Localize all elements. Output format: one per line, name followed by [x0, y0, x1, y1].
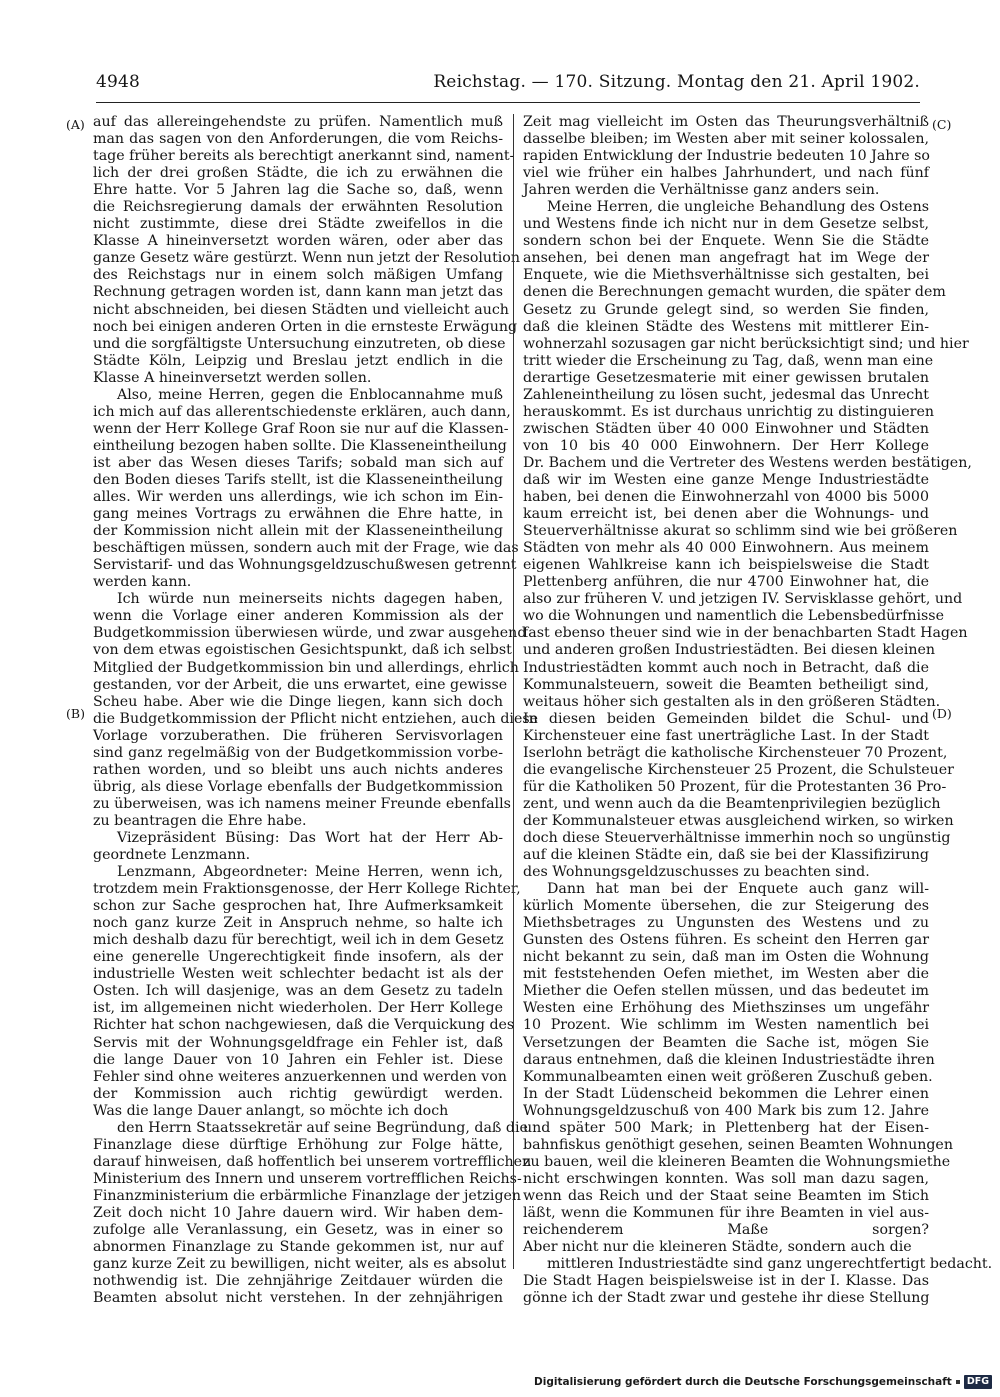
text-line: haben, bei denen die Einwohnerzahl von 4000 bis 5000: [523, 489, 929, 506]
left-column: [93, 114, 539, 1307]
text-line: die evangelische Kirchensteuer 25 Prozent, die Schulsteuer: [523, 761, 954, 778]
text-line: sind ganz regelmäßig von der Budgetkommission vorbe-: [93, 744, 503, 761]
text-line: Städte Köln, Leipzig und Breslau jetzt endlich in die: [93, 352, 503, 369]
text-line: der Kommunalsteuer etwas ausgleichend wirken, so wirken: [523, 812, 954, 829]
text-line: Versetzungen der Beamten die Sache ist, mögen Sie: [523, 1034, 929, 1051]
text-line: darauf hinweisen, daß hoffentlich bei unserem vortrefflichen: [93, 1153, 532, 1170]
text-line: nicht erschwingen konnten. Was soll man dazu sagen,: [523, 1170, 929, 1187]
text-line: Finanzministerium die erbärmliche Finanzlage der jetzigen: [93, 1187, 522, 1204]
text-line: die lange Dauer von 10 Jahren ein Fehler ist. Diese: [93, 1051, 503, 1068]
text-line: ist aber das Wesen dieses Tarifs; sobald man sich auf: [93, 454, 503, 471]
text-line: Richter hat schon nachgewiesen, daß die Verquickung des: [93, 1017, 515, 1034]
text-line: viel wie früher ein halbes Jahrhundert, und nach fünf: [523, 165, 929, 182]
text-line: Steuerverhältnisse akurat so schlimm sind wie bei größeren: [523, 523, 958, 540]
text-line: Servis mit der Wohnungsgeldfrage ein Fehler ist, daß: [93, 1034, 503, 1051]
text-line: eine generelle Ungerechtigkeit finde insofern, als der: [93, 949, 503, 966]
text-line: Fehler sind ohne weiteres anzuerkennen und werden von: [93, 1068, 507, 1085]
text-line: daraus entnehmen, daß die kleinen Industriestädte ihren: [523, 1051, 935, 1068]
text-line: wenn das Reich und der Staat seine Beamten im Stich: [523, 1187, 929, 1204]
text-line: wenn der Herr Kollege Graf Roon sie nur auf die Klassen-: [93, 420, 509, 437]
text-line: zent, und wenn auch da die Beamtenprivilegien bezüglich: [523, 795, 941, 812]
text-line: fast ebenso theuer sind wie in der benachbarten Stadt Hagen: [523, 625, 968, 642]
text-line: doch diese Steuerverhältnisse immerhin noch so ungünstig: [523, 829, 951, 846]
text-line: zu bauen, weil die kleineren Beamten die Wohnungsmiethe: [523, 1153, 951, 1170]
text-line: tritt wieder die Erscheinung zu Tag, daß, wenn man eine: [523, 352, 934, 369]
text-line: den Herrn Staatssekretär auf seine Begründung, daß die: [117, 1119, 528, 1136]
text-line: die Budgetkommission der Pflicht nicht entziehen, auch diese: [93, 710, 539, 727]
text-line: denen die Berechnungen gemacht wurden, die später dem: [523, 284, 946, 301]
text-line: ansehen, bei denen man angefragt hat im Wege der: [523, 250, 929, 267]
text-line: wohnerzahl sozusagen gar nicht berücksichtigt sind; und hier: [523, 335, 969, 352]
text-line: Klasse A hineinversetzt worden wären, oder aber das: [93, 233, 503, 250]
right-column: [523, 114, 993, 1307]
text-line: gestanden, vor der Arbeit, die uns erwartet, eine gewisse: [93, 676, 508, 693]
text-line: Also, meine Herren, gegen die Enblocannahme muß: [117, 386, 503, 403]
text-line: kaum erreicht ist, bei denen aber die Wohnungs- und: [523, 506, 929, 523]
text-line: mittleren Industriestädte sind ganz ungerechtfertigt bedacht.: [547, 1256, 993, 1273]
text-line: schon zur Sache gesprochen hat, Ihre Aufmerksamkeit: [93, 898, 503, 915]
page-header: [96, 72, 920, 98]
text-line: läßt, wenn die Kommunen für ihre Beamten in viel aus-: [523, 1205, 929, 1221]
text-line: wo die Wohnungen und namentlich die Lebensbedürfnisse: [523, 608, 944, 625]
text-line: Zeit mag vielleicht im Osten das Theurungsverhältniß: [523, 114, 929, 130]
text-line: mich deshalb dazu für berechtigt, weil ich in dem Gesetz: [93, 932, 504, 949]
text-line: gang meines Vortrags zu erwähnen die Ehre hatte, in: [93, 506, 503, 523]
text-line: Enquete, wie die Miethsverhältnisse sich gestalten, bei: [523, 267, 929, 284]
text-line: Finanzlage diese dürftige Erhöhung zur Folge hätte,: [93, 1136, 503, 1153]
text-line: von 10 bis 40 000 Einwohnern. Der Herr Kollege: [523, 437, 929, 454]
text-line: Scheu habe. Aber wie die Dinge liegen, kann sich doch: [93, 693, 503, 710]
text-line: der Kommission nicht allein mit der Klasseneintheilung: [93, 523, 503, 540]
text-line: geordnete Lenzmann.: [93, 847, 251, 864]
text-line: Dr. Bachem und die Vertreter des Westens werden bestätigen,: [523, 454, 972, 471]
text-line: Jahren werden die Verhältnisse ganz anders sein.: [523, 182, 880, 199]
text-line: eintheilung bezogen haben sollte. Die Klasseneintheilung: [93, 437, 507, 454]
text-line: Lenzmann, Abgeordneter: Meine Herren, wenn ich,: [117, 864, 503, 881]
text-line: trotzdem mein Fraktionsgenosse, der Herr Kollege Richter,: [93, 881, 521, 898]
text-line: kürlich Momente übersehen, die zur Steigerung des: [523, 898, 929, 915]
text-line: zu überweisen, was ich namens meiner Freunde ebenfalls: [93, 795, 511, 812]
text-line: dasselbe bleiben; im Westen aber mit seiner kolossalen,: [523, 131, 929, 148]
text-line: und die sorgfältigste Untersuchung einzutreten, ob diese: [93, 335, 506, 352]
dfg-logo: DFG: [964, 1375, 992, 1389]
text-line: man das sagen von den Anforderungen, die vom Reichs-: [93, 131, 503, 148]
text-line: eigenen Wahlkreise kann ich beispielsweise die Stadt: [523, 557, 929, 574]
text-line: daß die kleinen Städte des Westens mit mittlerer Ein-: [523, 318, 929, 335]
text-line: rathen worden, und so bleibt uns auch nichts anderes: [93, 761, 503, 778]
text-line: ist, im allgemeinen nicht wiederholen. Der Herr Kollege: [93, 1000, 503, 1017]
text-line: Budgetkommission überwiesen würde, und zwar ausgehend: [93, 625, 527, 642]
text-line: der Kommission auch richtig gewürdigt werden.: [93, 1085, 503, 1102]
text-line: mit feststehenden Oefen miethet, im Westen aber die: [523, 966, 929, 983]
text-line: Ich würde nun meinerseits nichts dagegen haben,: [117, 591, 503, 608]
margin-marker-c: (C): [932, 117, 952, 132]
text-line: Kommunalsteuern, soweit die Beamten betheiligt sind,: [523, 676, 929, 693]
text-line: Kommunalbeamten einen weit größeren Zuschuß geben.: [523, 1068, 933, 1085]
text-line: nicht abschneiden, bei diesen Städten und vielleicht auch: [93, 301, 509, 318]
header-rule: [96, 102, 920, 103]
text-line: Wohnungsgeldzuschuß von 400 Mark bis zum 12. Jahre: [523, 1102, 929, 1119]
text-line: Miethsbetrages zu Ungunsten des Westens und zu: [523, 915, 929, 932]
text-line: Zahleneintheilung zu lösen sucht, jedesmal das Unrecht: [523, 386, 929, 403]
margin-marker-a: (A): [66, 117, 85, 132]
text-line: derartige Gesetzesmaterie mit einer gewissen brutalen: [523, 369, 929, 386]
text-line: In diesen beiden Gemeinden bildet die Schul- und: [523, 710, 929, 727]
text-line: ganze Gesetz wäre gestürzt. Wenn nun jetzt der Resolution: [93, 250, 520, 267]
text-line: tage früher bereits als berechtigt anerkannt sind, nament-: [93, 148, 515, 165]
margin-marker-d: (D): [932, 706, 952, 721]
margin-marker-b: (B): [66, 706, 85, 721]
text-line: Dann hat man bei der Enquete auch ganz will-: [547, 881, 929, 898]
text-line: nicht zustimmte, diese drei Städte zweifellos in die: [93, 216, 503, 233]
running-head: Reichstag. — 170. Sitzung. Montag den 21. April 1902.: [433, 72, 920, 92]
text-line: Kirchensteuer eine fast unerträgliche Last. In der Stadt: [523, 727, 929, 744]
text-line: Mitglied der Budgetkommission bin und allerdings, ehrlich: [93, 659, 519, 676]
text-line: Vorlage vorzuberathen. Die früheren Servisvorlagen: [93, 727, 503, 744]
text-line: alles. Wir werden uns allerdings, wie ich schon im Ein-: [93, 489, 503, 506]
text-line: Meine Herren, die ungleiche Behandlung des Ostens: [547, 199, 929, 216]
text-line: den Boden dieses Tarifs stellt, ist die Klasseneintheilung: [93, 471, 503, 488]
text-line: Was die lange Dauer anlangt, so möchte ich doch: [93, 1102, 449, 1119]
text-line: zu beantragen die Ehre habe.: [93, 812, 307, 829]
text-line: In der Stadt Lüdenscheid bekommen die Lehrer einen: [523, 1085, 929, 1102]
text-line: und später 500 Mark; in Plettenberg hat der Eisen-: [523, 1119, 929, 1136]
text-line: zwischen Städten über 40 000 Einwohner und Städten: [523, 420, 929, 437]
text-line: ganz kurze Zeit zu bewilligen, nicht weiter, als es absolut: [93, 1256, 507, 1273]
column-divider: [513, 114, 514, 1269]
text-line: 10 Prozent. Wie schlimm im Westen namentlich bei: [523, 1017, 929, 1034]
text-line: lich der drei großen Städte, die ich zu erwähnen die: [93, 165, 503, 182]
text-line: auf die kleinen Städte ein, daß sie bei der Klassifizirung: [523, 847, 929, 864]
text-line: des Reichstags nur in einem solch mäßigen Umfang: [93, 267, 503, 284]
text-line: Beamten absolut nicht verstehen. In der zehnjährigen: [93, 1290, 503, 1307]
text-line: die Reichsregierung damals der erwähnten Resolution: [93, 199, 503, 216]
text-line: beschäftigen müssen, sondern auch mit der Frage, wie das: [93, 540, 519, 557]
footer-separator: [956, 1380, 960, 1384]
text-line: Miether die Oefen stellen müssen, und das bedeutet im: [523, 983, 929, 1000]
text-line: bahnfiskus genöthigt gesehen, seinen Beamten Wohnungen: [523, 1136, 953, 1153]
text-line: Klasse A hineinversetzt werden sollen.: [93, 369, 372, 386]
text-line: Zeit doch nicht 10 Jahre dauern wird. Wir haben dem-: [93, 1205, 503, 1221]
text-line: Rechnung getragen worden ist, dann kann man jetzt das: [93, 284, 503, 301]
text-line: Iserlohn beträgt die katholische Kirchensteuer 70 Prozent,: [523, 744, 948, 761]
text-line: Servistarif- und das Wohnungsgeldzuschußwesen getrennt: [93, 557, 517, 574]
text-line: abnormen Finanzlage zu Stande gekommen ist, nur auf: [93, 1239, 503, 1256]
text-line: also zur früheren V. und jetzigen IV. Servisklasse gehört, und: [523, 591, 963, 608]
footer-credit: [534, 1374, 992, 1390]
text-line: reichenderem Maße sorgen?: [523, 1222, 929, 1239]
text-line: nicht bekannt zu sein, daß man im Osten die Wohnung: [523, 949, 929, 966]
text-line: auf das allereingehendste zu prüfen. Namentlich muß: [93, 114, 503, 130]
text-line: Ministerium des Innern und unserem vortrefflichen Reichs-: [93, 1170, 522, 1187]
text-line: herauskommt. Es ist durchaus unrichtig zu distinguieren: [523, 403, 934, 420]
text-line: daß wir im Westen eine ganze Menge Industriestädte: [523, 471, 929, 488]
text-line: nothwendig ist. Die zehnjährige Zeitdauer würden die: [93, 1273, 503, 1290]
text-line: werden kann.: [93, 574, 192, 591]
text-line: zufolge alle Veranlassung, ein Gesetz, was in einer so: [93, 1222, 503, 1239]
text-line: Gunsten des Ostens führen. Es scheint den Herren gar: [523, 932, 929, 949]
text-line: Westen eine Erhöhung des Miethszinses um ungefähr: [523, 1000, 929, 1017]
text-line: Industriestädten kommt auch noch in Betracht, daß die: [523, 659, 929, 676]
text-line: von dem etwas egoistischen Gesichtspunkt, daß ich selbst: [93, 642, 512, 659]
text-line: und Westens finde ich nicht nur in dem Gesetze selbst,: [523, 216, 929, 233]
text-line: rapiden Entwicklung der Industrie bedeuten 10 Jahre so: [523, 148, 930, 165]
text-line: Ehre hatte. Vor 5 Jahren lag die Sache so, daß, wenn: [93, 182, 503, 199]
page-number: 4948: [96, 72, 141, 92]
text-line: Plettenberg anführen, die nur 4700 Einwohner hat, die: [523, 574, 929, 591]
text-line: Vizepräsident Büsing: Das Wort hat der Herr Ab-: [117, 829, 503, 846]
text-line: für die Katholiken 50 Prozent, für die Protestanten 36 Pro-: [523, 778, 947, 795]
text-line: Die Stadt Hagen beispielsweise ist in der I. Klasse. Das: [523, 1273, 929, 1290]
text-line: Osten. Ich will dasjenige, was an dem Gesetz zu tadeln: [93, 983, 503, 1000]
text-line: Aber nicht nur die kleineren Städte, sondern auch die: [523, 1239, 912, 1256]
footer-credit-text: Digitalisierung gefördert durch die Deutsche Forschungsgemeinschaft: [534, 1376, 952, 1388]
text-line: industrielle Westen weit schlechter bedacht ist als der: [93, 966, 503, 983]
text-line: übrig, als diese Vorlage ebenfalls der Budgetkommission: [93, 778, 503, 795]
text-line: Gesetz zu Grunde gelegt sind, so werden Sie finden,: [523, 301, 929, 318]
text-line: des Wohnungsgeldzuschusses zu beachten sind.: [523, 864, 870, 881]
text-line: noch ganz kurze Zeit in Anspruch nehme, so halte ich: [93, 915, 503, 932]
text-line: ich mich auf das allerentschiedenste erklären, auch dann,: [93, 403, 511, 420]
text-line: wenn die Vorlage einer anderen Kommission als der: [93, 608, 503, 625]
text-line: gönne ich der Stadt zwar und gestehe ihr diese Stellung: [523, 1290, 930, 1307]
text-line: weitaus höher sich gestalten als in den größeren Städten.: [523, 693, 941, 710]
text-line: Städten von mehr als 40 000 Einwohnern. Aus meinem: [523, 540, 929, 557]
text-line: und anderen großen Industriestädten. Bei diesen kleinen: [523, 642, 936, 659]
text-line: sondern schon bei der Enquete. Wenn Sie die Städte: [523, 233, 929, 250]
text-line: noch bei einigen anderen Orten in die ernsteste Erwägung: [93, 318, 518, 335]
